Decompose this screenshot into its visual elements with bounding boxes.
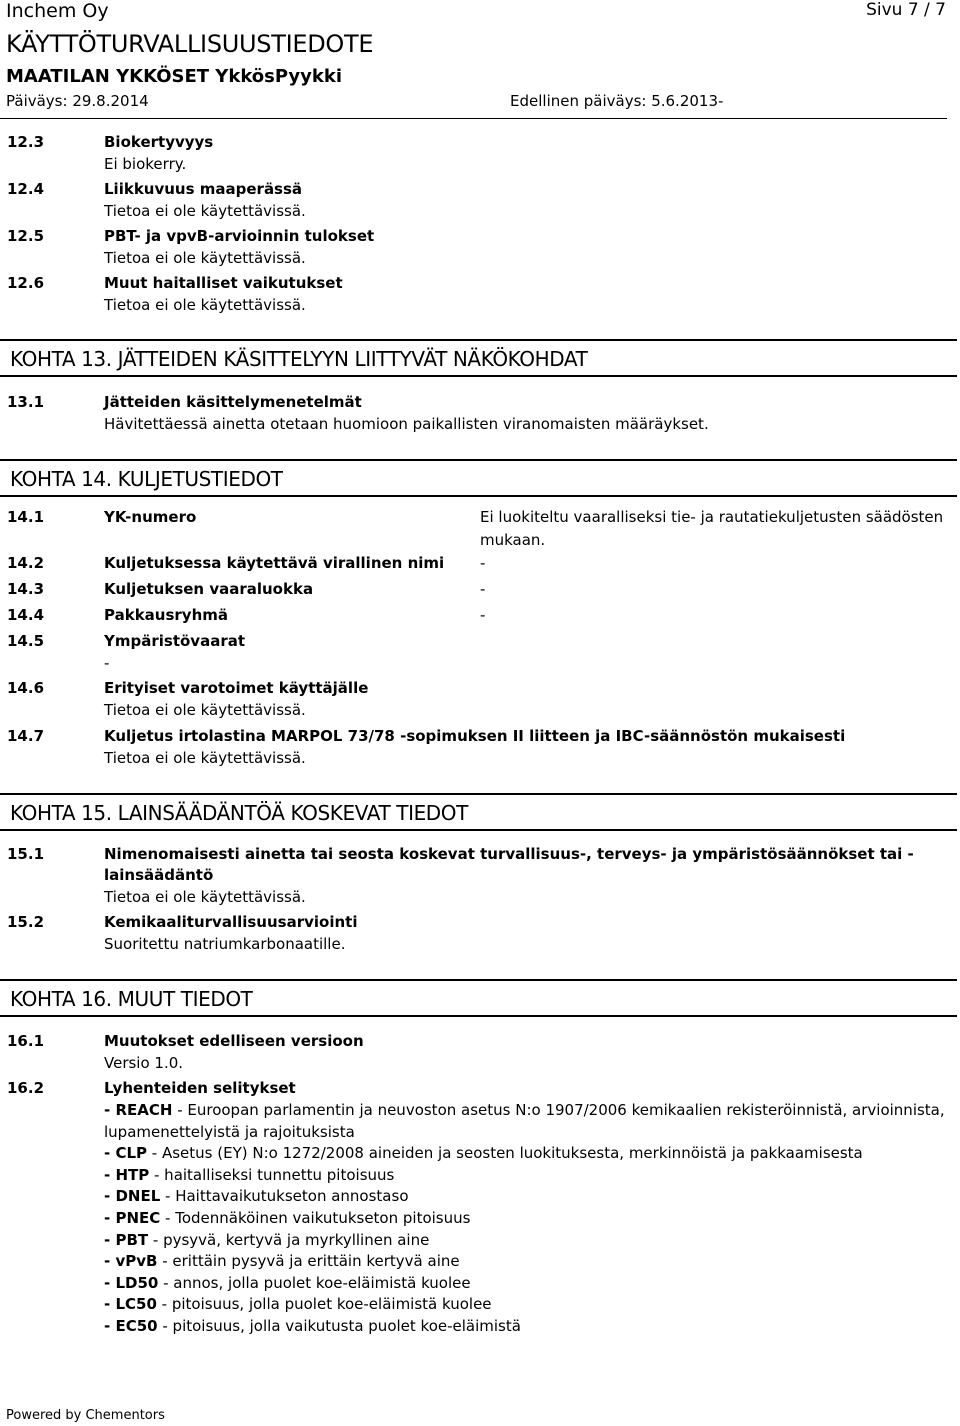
abbreviation-item xyxy=(104,1295,492,1313)
abbreviation-description: - haitalliseksi tunnettu pitoisuus xyxy=(149,1165,395,1184)
item-value: - xyxy=(480,606,486,624)
item-title: YK-numero xyxy=(104,508,197,526)
company-name: Inchem Oy xyxy=(6,0,109,22)
header-divider xyxy=(0,118,947,119)
item-number: 12.3 xyxy=(7,133,45,151)
abbreviation-description: - Euroopan parlamentin ja neuvoston asetus N:o 1907/2006 kemikaalien rekisteröinnistä, arvioinnista, xyxy=(172,1101,945,1119)
abbreviation-term: vPvB xyxy=(115,1252,158,1271)
abbreviation-item xyxy=(104,1144,863,1162)
abbreviation-term: EC50 xyxy=(115,1317,158,1335)
item-number: 12.5 xyxy=(7,227,45,245)
item-title: Erityiset varotoimet käyttäjälle xyxy=(104,679,369,697)
item-text: Suoritettu natriumkarbonaatille. xyxy=(104,935,346,953)
item-title-cont: lainsäädäntö xyxy=(104,866,214,884)
item-value: - xyxy=(480,554,486,572)
item-title: Ympäristövaarat xyxy=(104,632,246,650)
item-value-cont: mukaan. xyxy=(480,531,546,549)
item-number: 13.1 xyxy=(7,393,45,411)
abbreviation-dash: - xyxy=(104,1230,116,1249)
item-number: 14.2 xyxy=(7,554,45,572)
abbreviation-dash: - xyxy=(104,1252,116,1271)
abbreviation-description: - pitoisuus, jolla vaikutusta puolet koe-eläimistä xyxy=(157,1317,521,1335)
section-title: KOHTA 13. JÄTTEIDEN KÄSITTELYYN LIITTYVÄT NÄKÖKOHDAT xyxy=(10,347,588,371)
section-title: KOHTA 15. LAINSÄÄDÄNTÖÄ KOSKEVAT TIEDOT xyxy=(10,801,468,825)
item-number: 15.2 xyxy=(7,913,45,931)
item-number: 15.1 xyxy=(7,845,45,863)
document-title: KÄYTTÖTURVALLISUUSTIEDOTE xyxy=(6,30,374,58)
item-title: Kuljetuksen vaaraluokka xyxy=(104,580,314,598)
item-number: 14.1 xyxy=(7,508,45,526)
abbreviation-item xyxy=(104,1231,429,1249)
item-number: 14.4 xyxy=(7,606,45,624)
abbreviation-dash: - xyxy=(104,1101,116,1119)
abbreviation-term: LC50 xyxy=(115,1295,157,1314)
abbreviation-item xyxy=(104,1123,355,1141)
issue-date: Päiväys: 29.8.2014 xyxy=(6,92,149,110)
page-number: Sivu 7 / 7 xyxy=(866,0,946,20)
item-title: Kemikaaliturvallisuusarviointi xyxy=(104,913,358,931)
abbreviation-term: CLP xyxy=(115,1144,148,1163)
footer-credit: Powered by Chementors xyxy=(6,1408,165,1423)
item-title: Kuljetus irtolastina MARPOL 73/78 -sopimuksen II liitteen ja IBC-säännöstön mukaisesti xyxy=(104,727,846,745)
abbreviation-item xyxy=(104,1101,945,1119)
section-heading-13 xyxy=(0,339,957,377)
item-text: Tietoa ei ole käytettävissä. xyxy=(104,249,306,267)
abbreviation-dash: - xyxy=(104,1187,116,1206)
abbreviation-term: HTP xyxy=(115,1165,150,1184)
abbreviation-dash: - xyxy=(104,1209,116,1227)
item-number: 16.1 xyxy=(7,1032,45,1050)
section-title: KOHTA 16. MUUT TIEDOT xyxy=(10,987,253,1011)
abbreviation-item xyxy=(104,1252,460,1270)
item-value: - xyxy=(480,580,486,598)
section-heading-16 xyxy=(0,979,957,1017)
abbreviation-item xyxy=(104,1166,394,1184)
abbreviation-description: - annos, jolla puolet koe-eläimistä kuolee xyxy=(158,1273,471,1292)
item-text: - xyxy=(104,654,110,672)
abbreviation-dash: - xyxy=(104,1317,116,1335)
item-text: Tietoa ei ole käytettävissä. xyxy=(104,749,306,767)
item-title: Kuljetuksessa käytettävä virallinen nimi xyxy=(104,554,445,572)
section-heading-14 xyxy=(0,459,957,497)
item-title: Liikkuvuus maaperässä xyxy=(104,180,303,198)
abbreviation-description: - Todennäköinen vaikutukseton pitoisuus xyxy=(160,1209,471,1227)
abbreviation-term: PNEC xyxy=(115,1209,161,1227)
product-name: MAATILAN YKKÖSET YkkösPyykki xyxy=(6,66,342,87)
abbreviation-term: REACH xyxy=(115,1101,173,1119)
abbreviation-description: - Asetus (EY) N:o 1272/2008 aineiden ja seosten luokituksesta, merkinnöistä ja pakkaamisesta xyxy=(147,1144,863,1163)
abbreviation-description: - erittäin pysyvä ja erittäin kertyvä aine xyxy=(157,1252,460,1271)
abbreviation-term: PBT xyxy=(115,1230,149,1249)
item-number: 14.6 xyxy=(7,679,45,697)
abbreviation-item xyxy=(104,1274,471,1292)
item-text: Hävitettäessä ainetta otetaan huomioon paikallisten viranomaisten määräykset. xyxy=(104,415,709,433)
abbreviation-description: lupamenettelyistä ja rajoituksista xyxy=(104,1122,355,1141)
item-number: 14.7 xyxy=(7,727,45,745)
item-title: Pakkausryhmä xyxy=(104,606,228,624)
abbreviation-dash: - xyxy=(104,1165,116,1184)
item-text: Tietoa ei ole käytettävissä. xyxy=(104,202,306,220)
item-number: 16.2 xyxy=(7,1079,45,1097)
abbreviation-dash: - xyxy=(104,1295,116,1314)
abbreviation-dash: - xyxy=(104,1144,116,1163)
section-heading-15 xyxy=(0,793,957,831)
abbreviation-term: DNEL xyxy=(115,1187,161,1206)
item-title: Muut haitalliset vaikutukset xyxy=(104,274,343,292)
abbreviation-description: - Haittavaikutukseton annostaso xyxy=(160,1187,409,1206)
item-text: Tietoa ei ole käytettävissä. xyxy=(104,296,306,314)
abbreviation-term: LD50 xyxy=(115,1273,159,1292)
abbreviation-item xyxy=(104,1209,470,1227)
item-text: Tietoa ei ole käytettävissä. xyxy=(104,888,306,906)
item-text: Versio 1.0. xyxy=(104,1054,184,1072)
item-number: 14.5 xyxy=(7,632,45,650)
item-value: Ei luokiteltu vaaralliseksi tie- ja rautatiekuljetusten säädösten xyxy=(480,508,944,526)
item-text: Ei biokerry. xyxy=(104,155,187,173)
item-title: PBT- ja vpvB-arvioinnin tulokset xyxy=(104,227,375,245)
item-title: Muutokset edelliseen versioon xyxy=(104,1032,364,1050)
item-number: 12.6 xyxy=(7,274,45,292)
abbreviation-dash: - xyxy=(104,1273,116,1292)
abbreviation-item xyxy=(104,1317,521,1335)
abbreviation-description: - pitoisuus, jolla puolet koe-eläimistä kuolee xyxy=(156,1295,492,1314)
item-title: Lyhenteiden selitykset xyxy=(104,1079,296,1097)
section-title: KOHTA 14. KULJETUSTIEDOT xyxy=(10,467,283,491)
abbreviation-description: - pysyvä, kertyvä ja myrkyllinen aine xyxy=(148,1230,430,1249)
item-text: Tietoa ei ole käytettävissä. xyxy=(104,701,306,719)
item-number: 12.4 xyxy=(7,180,45,198)
item-title: Jätteiden käsittelymenetelmät xyxy=(104,393,362,411)
previous-date: Edellinen päiväys: 5.6.2013- xyxy=(510,92,724,110)
item-title: Nimenomaisesti ainetta tai seosta koskevat turvallisuus-, terveys- ja ympäristösäännökset tai - xyxy=(104,845,914,863)
item-title: Biokertyvyys xyxy=(104,133,214,151)
item-number: 14.3 xyxy=(7,580,45,598)
abbreviation-item xyxy=(104,1187,409,1205)
